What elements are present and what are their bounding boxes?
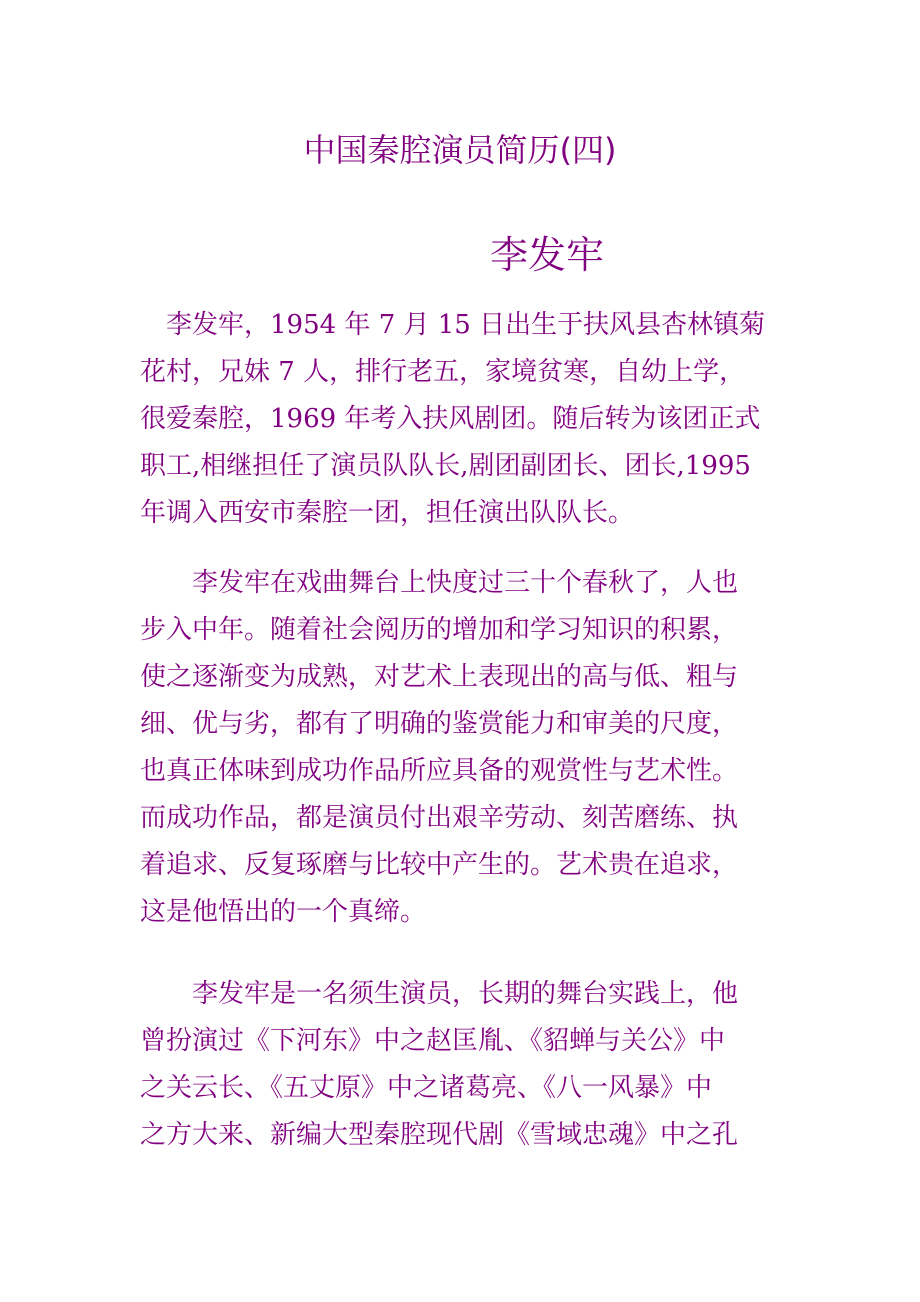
paragraph-line: 年调入西安市秦腔一团，担任演出队队长。 bbox=[140, 498, 635, 528]
paragraph-line: 使之逐渐变为成熟，对艺术上表现出的高与低、粗与 bbox=[140, 662, 739, 692]
paragraph-roles bbox=[140, 971, 784, 1159]
paragraph-line: 李发牢在戏曲舞台上快度过三十个春秋了，人也 bbox=[192, 568, 739, 598]
paragraph-career-reflection bbox=[140, 560, 784, 936]
paragraph-line: 职工,相继担任了演员队队长,剧团副团长、团长,1995 bbox=[140, 451, 751, 481]
paragraph-line: 很爱秦腔，1969 年考入扶风剧团。随后转为该团正式 bbox=[140, 404, 761, 434]
document-title: 中国秦腔演员简历(四) bbox=[303, 131, 617, 169]
paragraph-line: 之方大来、新编大型秦腔现代剧《雪域忠魂》中之孔 bbox=[140, 1120, 739, 1150]
paragraph-line: 之关云长、《五丈原》中之诸葛亮、《八一风暴》中 bbox=[140, 1073, 713, 1103]
paragraph-line: 着追求、反复琢磨与比较中产生的。艺术贵在追求， bbox=[140, 850, 739, 880]
paragraph-line: 李发牢，1954 年 7 月 15 日出生于扶风县杏林镇菊 bbox=[166, 310, 766, 340]
paragraph-biography bbox=[140, 302, 784, 537]
paragraph-line: 这是他悟出的一个真缔。 bbox=[140, 897, 427, 927]
person-name-heading: 李发牢 bbox=[490, 233, 605, 277]
paragraph-line: 而成功作品，都是演员付出艰辛劳动、刻苦磨练、执 bbox=[140, 803, 739, 833]
paragraph-line: 李发牢是一名须生演员，长期的舞台实践上，他 bbox=[192, 979, 739, 1009]
paragraph-line: 花村，兄妹 7 人，排行老五，家境贫寒，自幼上学， bbox=[140, 357, 746, 387]
paragraph-line: 细、优与劣，都有了明确的鉴赏能力和审美的尺度， bbox=[140, 709, 739, 739]
paragraph-line: 也真正体味到成功作品所应具备的观赏性与艺术性。 bbox=[140, 756, 739, 786]
paragraph-line: 步入中年。随着社会阅历的增加和学习知识的积累， bbox=[140, 615, 739, 645]
paragraph-line: 曾扮演过《下河东》中之赵匡胤、《貂蝉与关公》中 bbox=[140, 1026, 726, 1056]
